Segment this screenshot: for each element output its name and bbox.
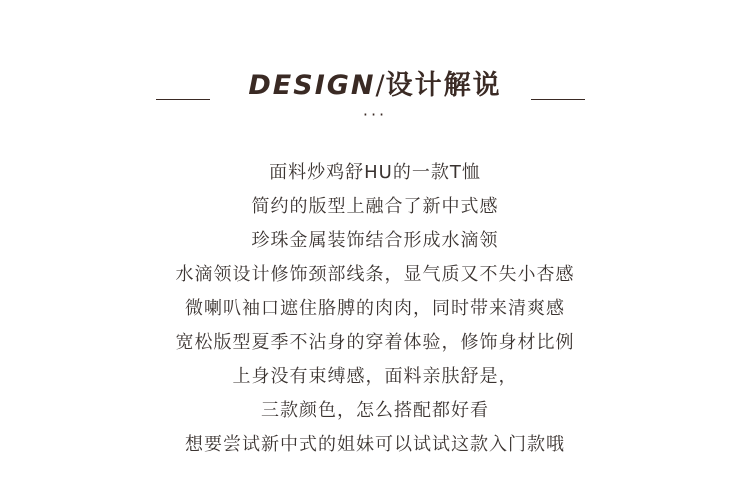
description-line: 面料炒鸡舒HU的一款T恤 (269, 162, 481, 183)
description-line: 宽松版型夏季不沾身的穿着体验，修饰身材比例 (175, 332, 575, 353)
description-line: 简约的版型上融合了新中式感 (251, 196, 499, 217)
ornament-dots: ··· (362, 105, 388, 124)
title-chinese: 设计解说 (385, 70, 502, 101)
header-rule-right (531, 99, 585, 100)
title-english: DESIGN (248, 70, 376, 101)
description-line: 上身没有束缚感，面料亲肤舒是， (232, 366, 518, 387)
description-block (0, 156, 750, 462)
description-line: 想要尝试新中式的姐妹可以试试这款入门款哦 (185, 434, 565, 455)
description-line: 水滴领设计修饰颈部线条，显气质又不失小杏感 (175, 264, 575, 285)
title-separator: / (375, 70, 386, 101)
description-line: 三款颜色，怎么搭配都好看 (261, 400, 489, 421)
description-line: 珍珠金属装饰结合形成水滴领 (251, 230, 499, 251)
section-title (0, 66, 750, 106)
description-line: 微喇叭袖口遮住胳膊的肉肉，同时带来清爽感 (185, 298, 565, 319)
